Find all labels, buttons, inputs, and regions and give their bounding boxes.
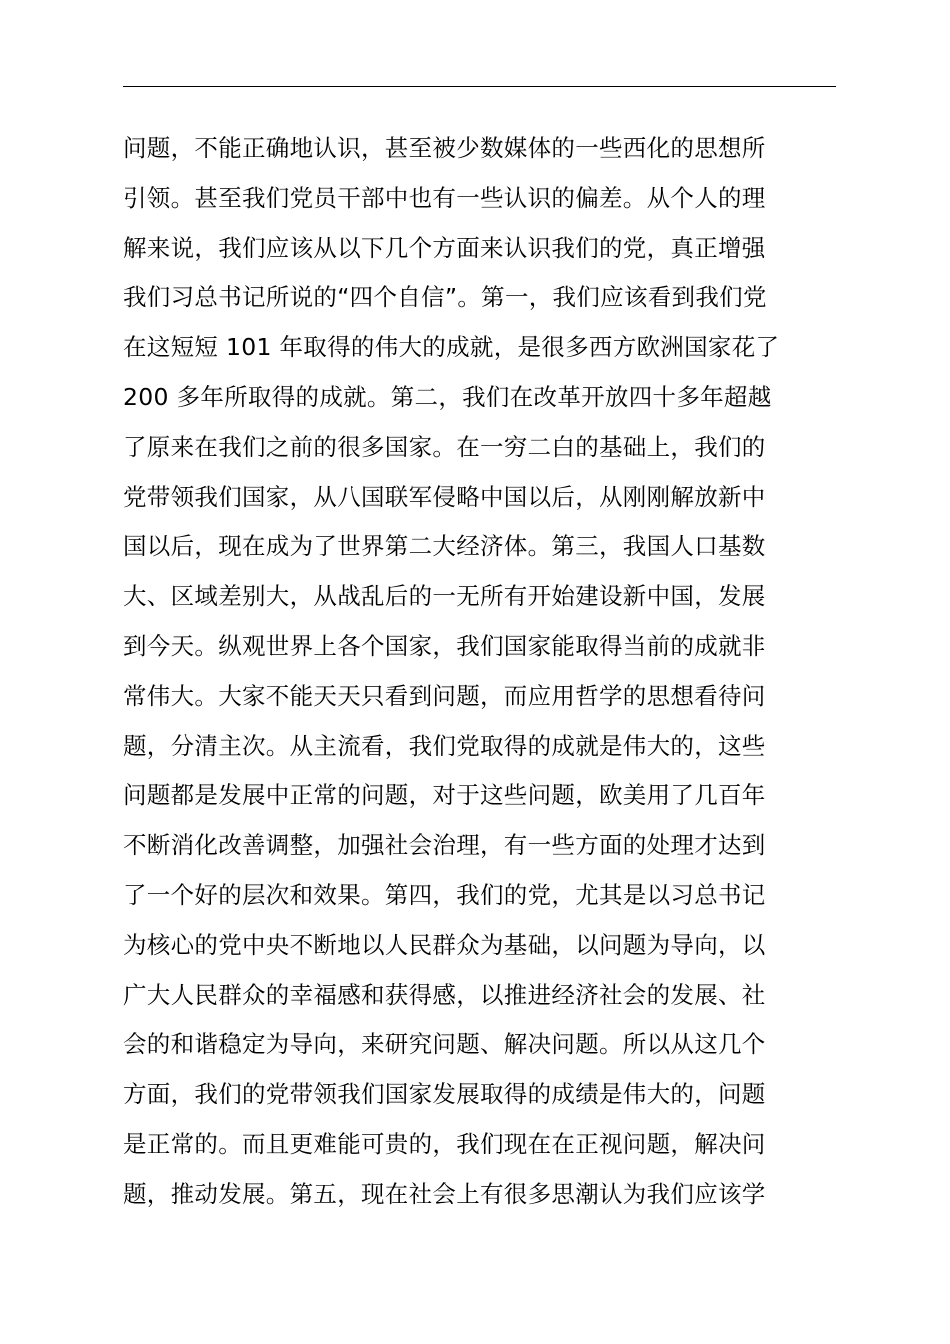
text-line: 题，分清主次。从主流看，我们党取得的成就是伟大的，这些 (123, 731, 766, 760)
text-line: 问题都是发展中正常的问题，对于这些问题，欧美用了几百年 (123, 781, 766, 810)
text-line: 解来说，我们应该从以下几个方面来认识我们的党，真正增强 (123, 233, 766, 262)
text-line: 引领。甚至我们党员干部中也有一些认识的偏差。从个人的理 (123, 183, 766, 212)
text-line: 题，推动发展。第五，现在社会上有很多思潮认为我们应该学 (123, 1179, 766, 1208)
text-line: 200 多年所取得的成就。第二，我们在改革开放四十多年超越 (123, 382, 772, 411)
header-rule (123, 86, 836, 87)
text-line: 大、区域差别大，从战乱后的一无所有开始建设新中国，发展 (123, 582, 766, 611)
text-line: 在这短短 101 年取得的伟大的成就，是很多西方欧洲国家花了 (123, 333, 780, 362)
text-line: 为核心的党中央不断地以人民群众为基础，以问题为导向，以 (123, 930, 766, 959)
text-line: 常伟大。大家不能天天只看到问题，而应用哲学的思想看待问 (123, 681, 766, 710)
text-line: 了原来在我们之前的很多国家。在一穷二白的基础上，我们的 (123, 432, 766, 461)
text-line: 会的和谐稳定为导向，来研究问题、解决问题。所以从这几个 (123, 1030, 766, 1059)
text-line: 广大人民群众的幸福感和获得感，以推进经济社会的发展、社 (123, 980, 766, 1009)
text-line: 方面，我们的党带领我们国家发展取得的成绩是伟大的，问题 (123, 1080, 766, 1109)
text-line: 了一个好的层次和效果。第四，我们的党，尤其是以习总书记 (123, 880, 766, 909)
body-text (123, 124, 843, 1220)
text-line: 到今天。纵观世界上各个国家，我们国家能取得当前的成就非 (123, 631, 766, 660)
text-line: 问题，不能正确地认识，甚至被少数媒体的一些西化的思想所 (123, 134, 766, 162)
text-line: 不断消化改善调整，加强社会治理，有一些方面的处理才达到 (123, 831, 766, 860)
text-line: 党带领我们国家，从八国联军侵略中国以后，从刚刚解放新中 (123, 482, 766, 511)
text-line: 国以后，现在成为了世界第二大经济体。第三，我国人口基数 (123, 532, 766, 561)
text-line: 我们习总书记所说的“四个自信”。第一，我们应该看到我们党 (123, 283, 767, 312)
text-line: 是正常的。而且更难能可贵的，我们现在在正视问题，解决问 (123, 1129, 766, 1158)
